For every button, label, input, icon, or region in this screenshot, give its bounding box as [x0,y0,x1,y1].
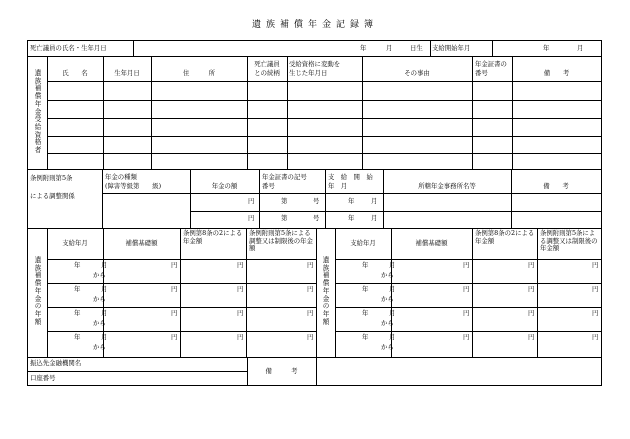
footer-notes-label: 備 考 [265,367,298,375]
column-header: 条例第8条の2による年金額 [475,229,535,245]
grid-line [190,193,602,194]
yen-label: 円 [463,333,470,341]
month-label: 月 [389,285,396,293]
table-row [47,331,317,332]
month-label: 月 [389,261,396,269]
payment-month-label: 月 [577,44,584,52]
adjustment-side-label: による調整関係 [30,192,75,200]
grid-line [27,56,602,57]
yen-label: 円 [463,261,470,269]
yen-label: 円 [528,261,535,269]
yen-label: 円 [463,309,470,317]
page-title: 遺族補償年金記録簿 [251,20,378,30]
kara-label: から [93,295,106,303]
column-header: 氏 名 [62,69,88,77]
month-label: 月 [371,197,378,205]
account-label: 口座番号 [30,374,56,382]
column-header: 年 月 [328,182,348,190]
payment-start-label: 支給開始年月 [432,44,471,52]
grid-line [601,228,602,358]
table-row [47,100,602,101]
yen-label: 円 [528,333,535,341]
dai-label: 第 [281,197,288,205]
column-header: 条例附則第5条による調整又は制限後の年金額 [249,229,313,253]
yen-label: 円 [237,285,244,293]
year-label: 年 [362,309,369,317]
grid-line [335,259,602,260]
month-label: 月 [389,333,396,341]
adjustment-side-label: 条例附則第5条 [30,174,73,182]
column-header: との続柄 [254,69,280,77]
grid-line [47,259,317,260]
annuity-side-label-left: 遺族補償年金の年額 [34,256,42,326]
bank-label: 振込先金融機関名 [30,359,82,367]
yen-label: 円 [237,309,244,317]
annuity-side-label-right: 遺族補償年金の年額 [322,256,330,326]
border-top [27,40,602,41]
year-label: 年 [348,214,355,222]
yen-label: 円 [592,261,599,269]
column-header: 備 考 [543,182,569,190]
grid-line [27,357,602,358]
yen-label: 円 [248,197,255,205]
table-row [47,136,602,137]
yen-label: 円 [307,261,314,269]
yen-label: 円 [171,261,178,269]
date-day-label: 日生 [410,44,423,52]
grid-line [472,228,473,358]
column-header: 補償基礎額 [415,239,448,247]
year-label: 年 [74,309,81,317]
column-header: 死亡議員 [254,60,280,68]
grid-line [537,228,538,358]
column-header: 年金の額 [211,182,238,190]
column-header: 番号 [475,69,488,77]
gou-label: 号 [313,197,320,205]
yen-label: 円 [237,333,244,341]
column-header: 条例第8条の2による年金額 [183,229,243,245]
yen-label: 円 [592,333,599,341]
yen-label: 円 [171,285,178,293]
column-header: (障害等級第 級) [105,182,162,190]
column-header: その事由 [404,69,430,77]
month-label: 月 [101,285,108,293]
yen-label: 円 [592,309,599,317]
grid-line [27,169,602,170]
gou-label: 号 [313,214,320,222]
column-header: 補償基礎額 [125,239,158,247]
payment-year-label: 年 [543,44,550,52]
column-header: 備 考 [543,69,570,77]
yen-label: 円 [171,309,178,317]
table-row [335,283,602,284]
table-row [335,331,602,332]
grid-line [190,169,191,229]
month-label: 月 [371,214,378,222]
yen-label: 円 [307,285,314,293]
yen-label: 円 [307,309,314,317]
kara-label: から [381,319,394,327]
grid-line [180,228,181,358]
deceased-label: 死亡議員の氏名・生年月日 [30,44,107,52]
month-label: 月 [101,309,108,317]
grid-line [383,169,384,229]
yen-label: 円 [463,285,470,293]
yen-label: 円 [237,261,244,269]
grid-line [259,169,260,229]
grid-line [316,228,317,358]
yen-label: 円 [592,285,599,293]
kara-label: から [381,271,394,279]
year-label: 年 [362,333,369,341]
grid-line [511,169,512,229]
table-row [47,307,317,308]
kara-label: から [381,343,394,351]
year-label: 年 [362,261,369,269]
year-label: 年 [74,261,81,269]
table-row [47,283,317,284]
grid-line [47,81,602,82]
grid-line [102,169,103,229]
year-label: 年 [74,285,81,293]
grid-line [316,357,317,386]
table-row [335,307,602,308]
kara-label: から [381,295,394,303]
month-label: 月 [389,309,396,317]
column-header: 生じた年月日 [289,69,328,77]
yen-label: 円 [171,333,178,341]
column-header: 条例附則第5条による調整又は制限後の年金額 [540,229,598,253]
column-header: 年金証書の記号 [262,173,307,181]
column-header: 支給年月 [350,239,376,247]
dai-label: 第 [281,214,288,222]
grid-line [430,40,431,57]
column-header: 支 給 開 始 [328,173,373,181]
year-label: 年 [348,197,355,205]
year-label: 年 [362,285,369,293]
grid-line [133,40,134,57]
column-header: 年金の種類 [105,173,137,181]
column-header: 住 所 [183,69,215,77]
column-header: 生年月日 [114,69,140,77]
column-header: 年金証書の [475,60,507,68]
kara-label: から [93,319,106,327]
kara-label: から [93,343,106,351]
column-header: 番号 [262,182,275,190]
grid-line [246,228,247,358]
kara-label: から [93,271,106,279]
table-row [47,153,602,154]
yen-label: 円 [528,309,535,317]
table-row [47,118,602,119]
column-header: 所轄年金事務所名等 [418,182,476,190]
month-label: 月 [101,333,108,341]
border-left [27,40,28,386]
date-year-label: 年 [360,44,367,52]
grid-line [325,169,326,229]
yen-label: 円 [307,333,314,341]
month-label: 月 [101,261,108,269]
grid-line [27,371,248,372]
record-form [27,40,601,386]
border-bottom [27,385,602,386]
column-header: 受給資格に変動を [289,60,341,68]
year-label: 年 [74,333,81,341]
grid-line [190,211,602,212]
yen-label: 円 [528,285,535,293]
recipients-side-label: 遺族補償年金受給資格者 [34,69,42,155]
yen-label: 円 [248,214,255,222]
column-header: 支給年月 [62,239,88,247]
grid-line [492,40,493,57]
date-month-label: 月 [386,44,393,52]
